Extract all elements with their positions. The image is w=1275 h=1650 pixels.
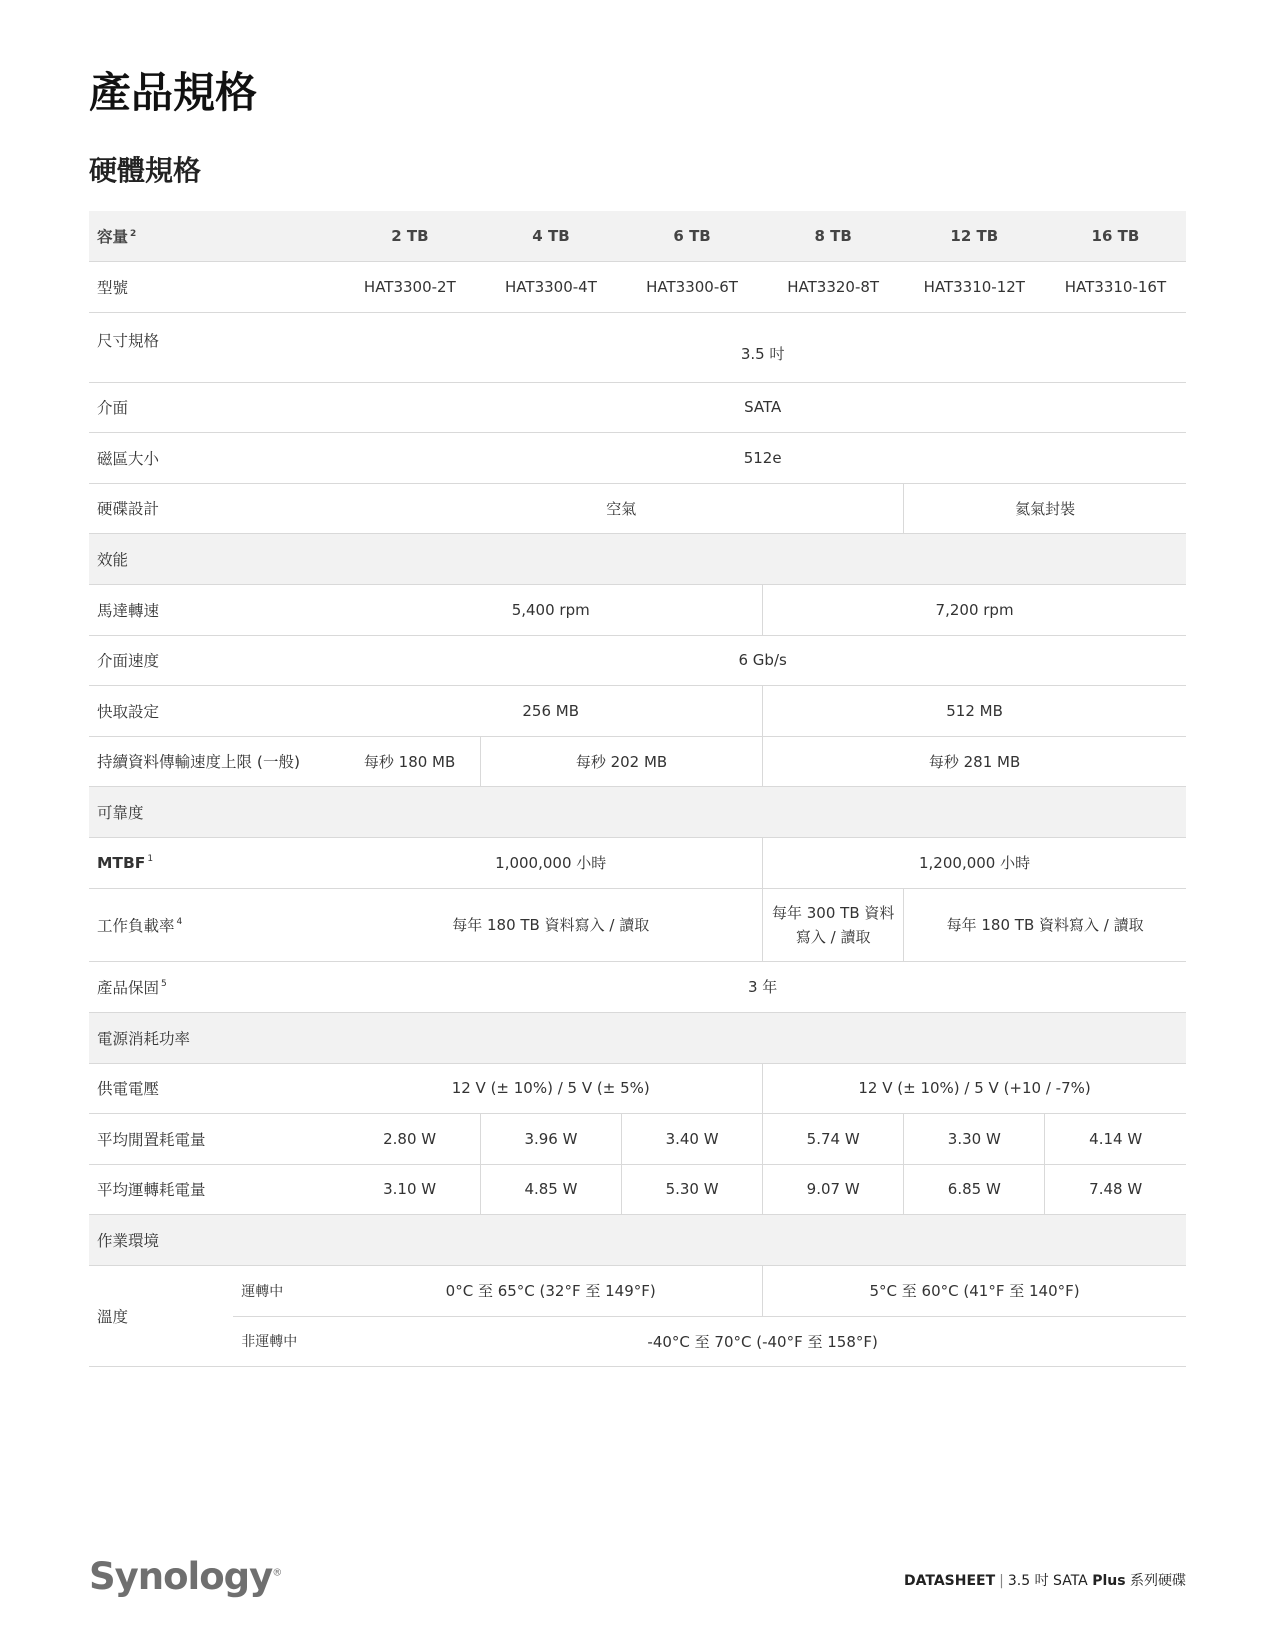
active-power-label: 平均運轉耗電量 [89,1164,339,1214]
capacity-8tb: 8 TB [763,211,904,261]
form-factor-value: 3.5 吋 [339,312,1186,382]
operating-low: 0°C 至 65°C (32°F 至 149°F) [339,1265,762,1316]
capacity-16tb: 16 TB [1045,211,1186,261]
table-row [89,312,1186,382]
interface-label: 介面 [89,382,339,432]
cache-label: 快取設定 [89,685,339,736]
form-factor-label: 尺寸規格 [89,312,339,382]
workload-v3: 每年 180 TB 資料寫入 / 讀取 [904,888,1186,961]
table-row [89,961,1186,1012]
idle-power-cell: 4.14 W [1045,1113,1186,1164]
idle-power-cell: 2.80 W [339,1113,480,1164]
section-label: 電源消耗功率 [89,1012,1186,1063]
synology-logo: Synology® [89,1555,282,1598]
workload-v2: 每年 300 TB 資料寫入 / 讀取 [763,888,904,961]
drive-design-label: 硬碟設計 [89,483,339,533]
table-row [89,382,1186,432]
transfer-label: 持續資料傳輸速度上限 (一般) [89,736,339,786]
idle-power-cell: 5.74 W [763,1113,904,1164]
capacity-4tb: 4 TB [480,211,621,261]
idle-power-cell: 3.96 W [480,1113,621,1164]
table-row [89,432,1186,483]
section-row-reliability [89,786,1186,837]
active-power-cell: 7.48 W [1045,1164,1186,1214]
model-cell: HAT3300-4T [480,261,621,312]
table-row [89,584,1186,635]
mtbf-label: MTBF $^1$ [89,837,339,888]
workload-label: 工作負載率 $^4$ [89,888,339,961]
active-power-cell: 5.30 W [622,1164,763,1214]
active-power-cell: 6.85 W [904,1164,1045,1214]
interface-value: SATA [339,382,1186,432]
section-row-performance [89,533,1186,584]
rpm-high: 7,200 rpm [763,584,1186,635]
temperature-label: 溫度 [89,1265,233,1366]
transfer-v1: 每秒 180 MB [339,736,480,786]
idle-power-cell: 3.30 W [904,1113,1045,1164]
table-row [89,888,1186,961]
model-cell: HAT3300-6T [622,261,763,312]
cache-low: 256 MB [339,685,762,736]
active-power-cell: 4.85 W [480,1164,621,1214]
workload-v1: 每年 180 TB 資料寫入 / 讀取 [339,888,762,961]
rpm-label: 馬達轉速 [89,584,339,635]
section-label: 效能 [89,533,1186,584]
table-row [89,1265,1186,1316]
interface-speed-value: 6 Gb/s [339,635,1186,685]
spec-grid [89,211,1186,1367]
section-row-environment [89,1214,1186,1265]
warranty-label: 產品保固 $^5$ [89,961,339,1012]
table-row [89,1063,1186,1113]
product-prefix: 3.5 吋 SATA [1007,1573,1088,1589]
capacity-2tb: 2 TB [339,211,480,261]
capacity-6tb: 6 TB [622,211,763,261]
voltage-low: 12 V (± 10%) / 5 V (± 5%) [339,1063,762,1113]
voltage-high: 12 V (± 10%) / 5 V (+10 / -7%) [763,1063,1186,1113]
operating-label: 運轉中 [233,1265,339,1316]
capacity-12tb: 12 TB [904,211,1045,261]
transfer-v2: 每秒 202 MB [480,736,762,786]
table-row [89,685,1186,736]
idle-power-label: 平均閒置耗電量 [89,1113,339,1164]
drive-design-helium: 氦氣封裝 [904,483,1186,533]
table-row [89,261,1186,312]
non-operating-label: 非運轉中 [233,1316,339,1366]
model-cell: HAT3310-12T [904,261,1045,312]
rpm-low: 5,400 rpm [339,584,762,635]
page-title: 產品規格 [89,68,258,117]
active-power-cell: 9.07 W [763,1164,904,1214]
section-label: 可靠度 [89,786,1186,837]
interface-speed-label: 介面速度 [89,635,339,685]
section-row-power [89,1012,1186,1063]
table-row [89,1113,1186,1164]
cache-high: 512 MB [763,685,1186,736]
product-suffix: 系列硬碟 [1130,1573,1186,1589]
mtbf-low: 1,000,000 小時 [339,837,762,888]
table-row [89,483,1186,533]
model-cell: HAT3320-8T [763,261,904,312]
sector-size-value: 512e [339,432,1186,483]
table-row [89,1316,1186,1366]
non-operating-value: -40°C 至 70°C (-40°F 至 158°F) [339,1316,1186,1366]
operating-high: 5°C 至 60°C (41°F 至 140°F) [763,1265,1186,1316]
datasheet-label: DATASHEET [904,1573,996,1589]
drive-design-air: 空氣 [339,483,903,533]
table-row [89,736,1186,786]
table-row [89,635,1186,685]
table-row [89,211,1186,261]
mtbf-high: 1,200,000 小時 [763,837,1186,888]
model-label: 型號 [89,261,339,312]
section-label: 作業環境 [89,1214,1186,1265]
footer-separator: | [999,1573,1004,1589]
table-row [89,837,1186,888]
transfer-v3: 每秒 281 MB [763,736,1186,786]
active-power-cell: 3.10 W [339,1164,480,1214]
model-cell: HAT3310-16T [1045,261,1186,312]
warranty-value: 3 年 [339,961,1186,1012]
product-bold: Plus [1092,1573,1126,1589]
table-row [89,1164,1186,1214]
footer-product-line [904,1570,1186,1590]
capacity-label: 容量 $^2$ [89,211,339,261]
model-cell: HAT3300-2T [339,261,480,312]
section-title: 硬體規格 [89,154,202,187]
voltage-label: 供電電壓 [89,1063,339,1113]
idle-power-cell: 3.40 W [622,1113,763,1164]
sector-size-label: 磁區大小 [89,432,339,483]
